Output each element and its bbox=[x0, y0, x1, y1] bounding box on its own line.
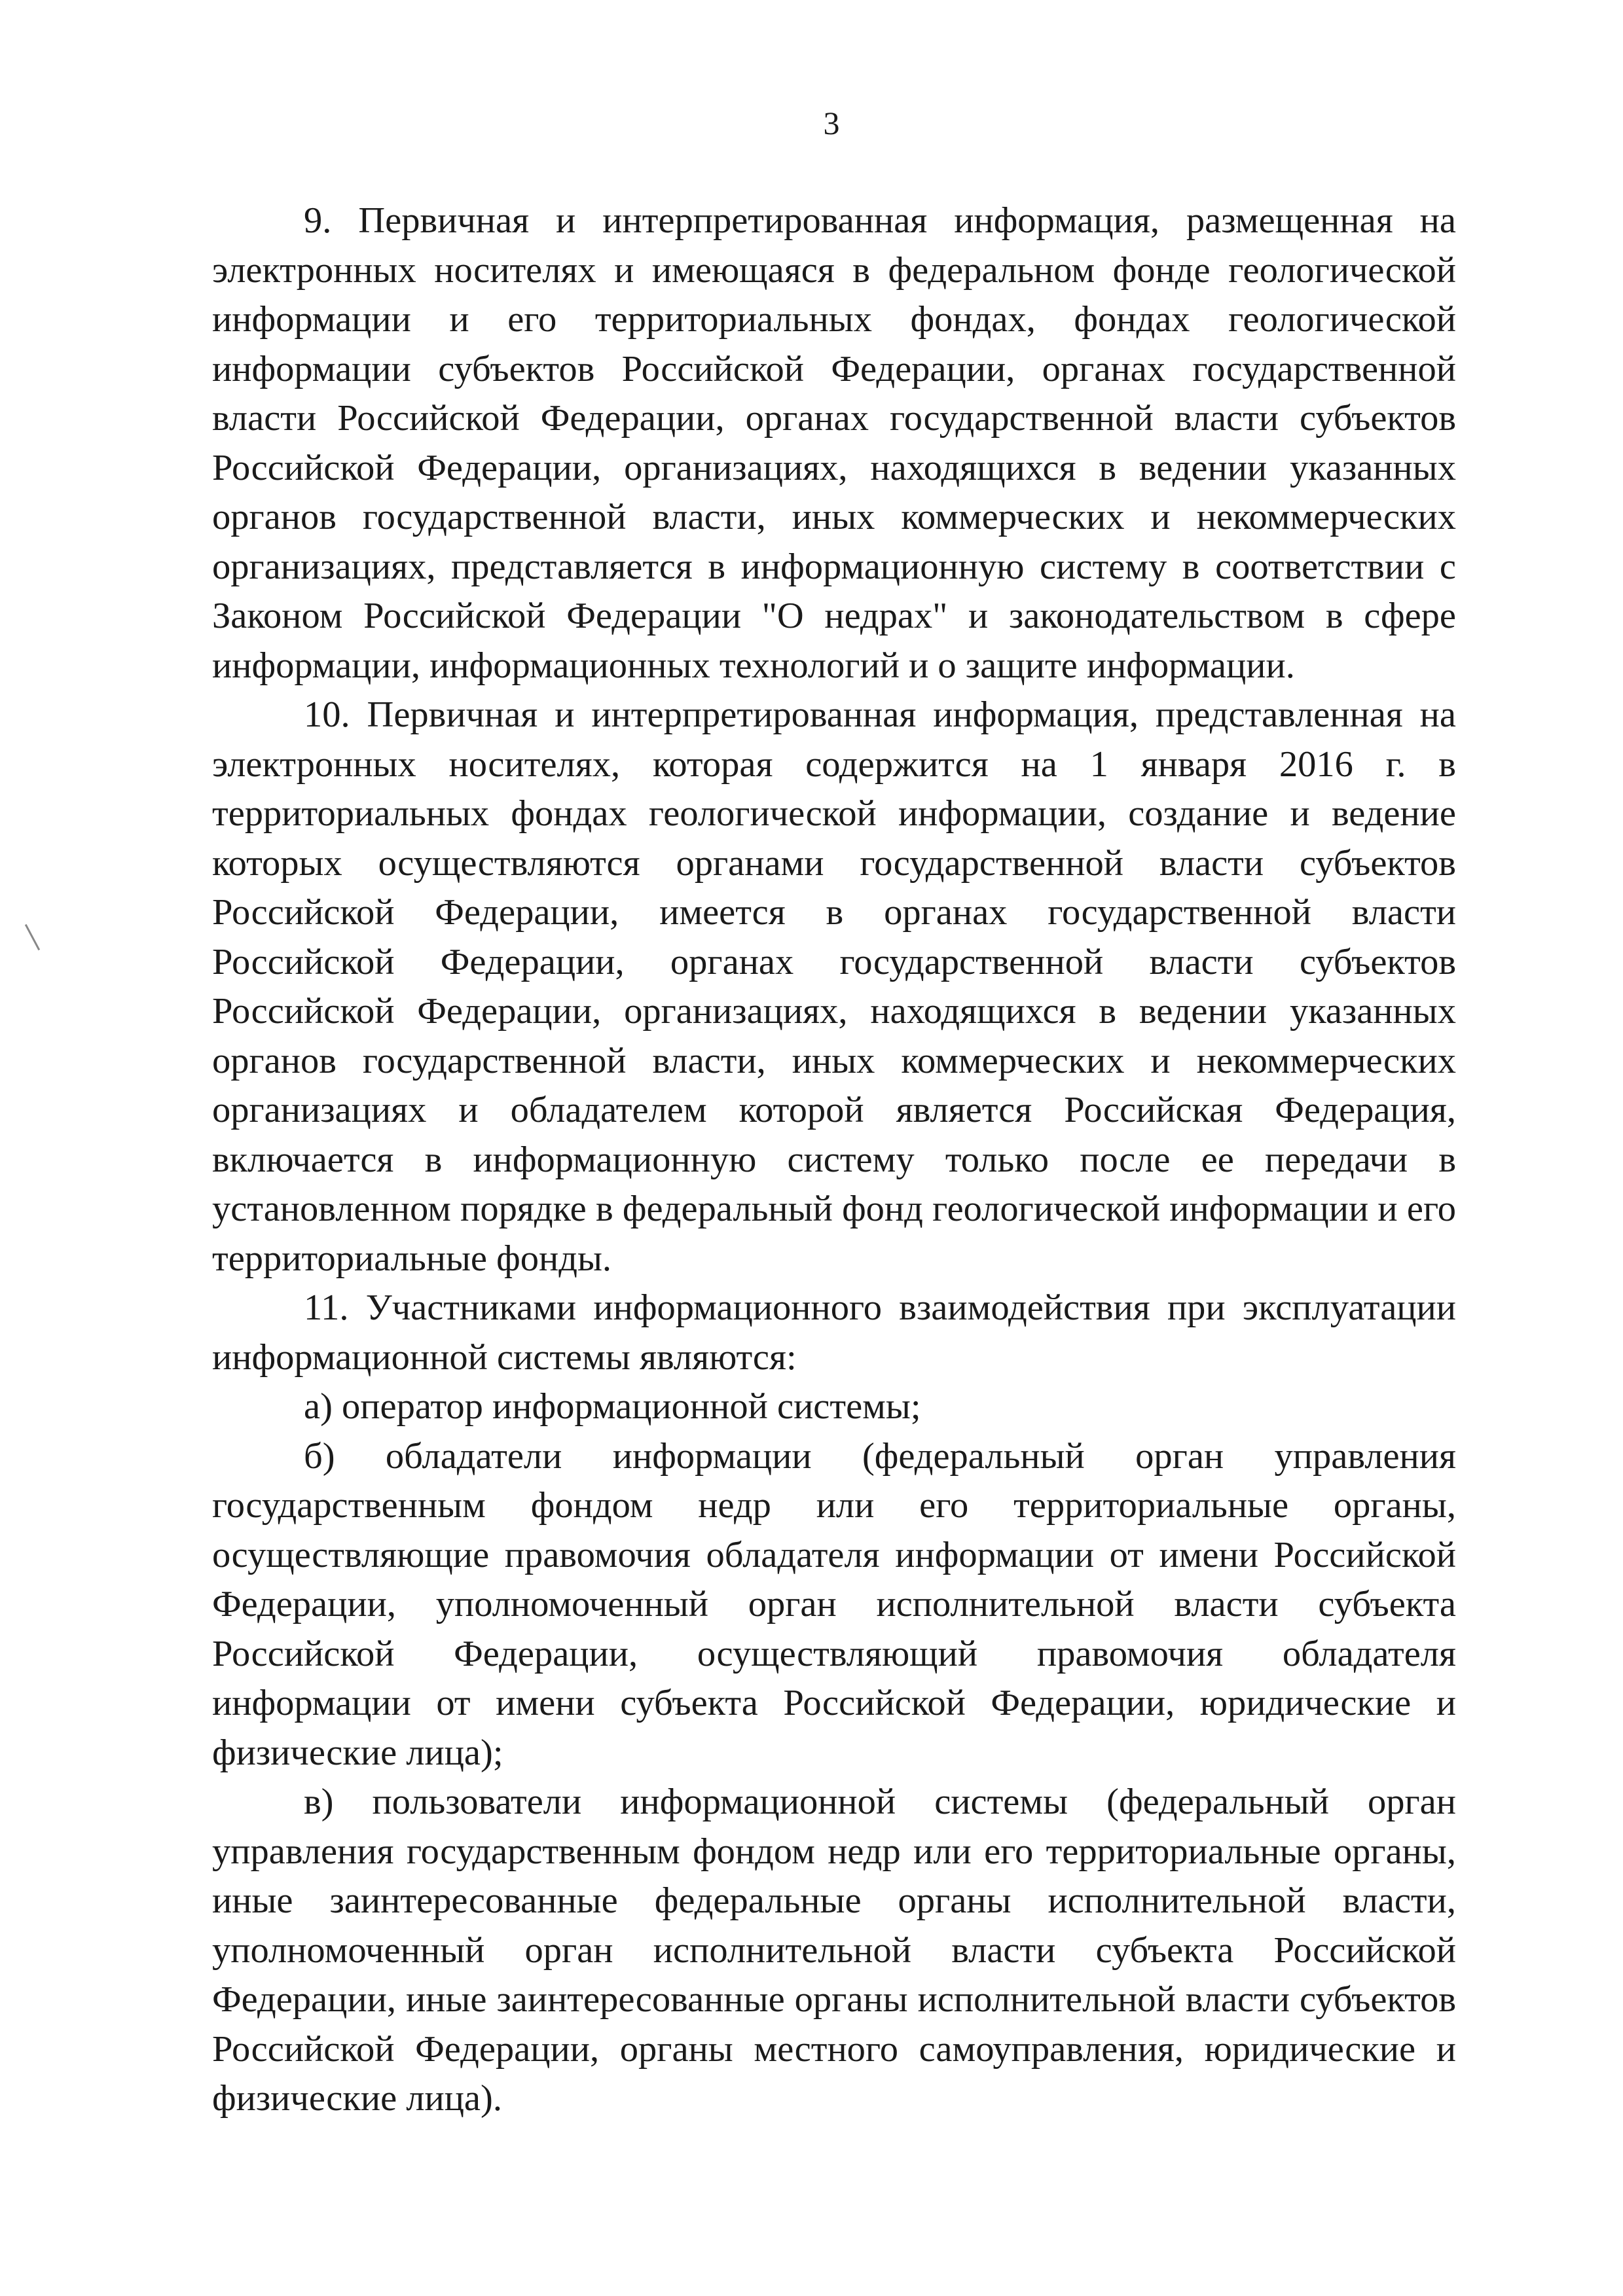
page-number: 3 bbox=[823, 105, 840, 141]
paragraph-9: 9. Первичная и интерпретированная информация, размещенная на электронных носителях и имеющаяся в федеральном фонде геологической информации и его территориальных фондах, фондах геологической информации субъектов Российской Федерации, органах государственной власти Российской Федерации, органах государственной власти субъектов Российской Федерации, организациях, находящихся в ведении указанных органов государственной власти, иных коммерческих и некоммерческих организациях, представляется в информационную систему в соответствии с Законом Российской Федерации "О недрах" и законодательством в сфере информации, информационных технологий и о защите информации. bbox=[212, 200, 1456, 686]
paragraph-11: 11. Участниками информационного взаимодействия при эксплуатации информационной системы являются: bbox=[212, 1287, 1456, 1378]
list-item-a: а) оператор информационной системы; bbox=[304, 1386, 921, 1427]
scan-artifact-mark bbox=[25, 924, 40, 950]
list-item-c: в) пользователи информационной системы (федеральный орган управления государственным фондом недр или его территориальные органы, иные заинтересованные федеральные органы исполнительной власти, уполномоченный орган исполнительной власти субъекта Российской Федерации, иные заинтересованные органы исполнительной власти субъектов Российской Федерации, органы местного самоуправления, юридические и физические лица). bbox=[212, 1782, 1456, 2119]
paragraph-10: 10. Первичная и интерпретированная информация, представленная на электронных носителях, которая содержится на 1 января 2016 г. в территориальных фондах геологической информации, создание и ведение которых осуществляются органами государственной власти субъектов Российской Федерации, имеется в органах государственной власти Российской Федерации, органах государственной власти субъектов Российской Федерации, организациях, находящихся в ведении указанных органов государственной власти, иных коммерческих и некоммерческих организациях и обладателем которой является Российская Федерация, включается в информационную систему только после ее передачи в установленном порядке в федеральный фонд геологической информации и его территориальные фонды. bbox=[212, 694, 1456, 1279]
list-item-b: б) обладатели информации (федеральный орган управления государственным фондом недр или его территориальные органы, осуществляющие правомочия обладателя информации от имени Российской Федерации, уполномоченный орган исполнительной власти субъекта Российской Федерации, осуществляющий правомочия обладателя информации от имени субъекта Российской Федерации, юридические и физические лица); bbox=[212, 1435, 1456, 1773]
document-body bbox=[212, 196, 1456, 2124]
